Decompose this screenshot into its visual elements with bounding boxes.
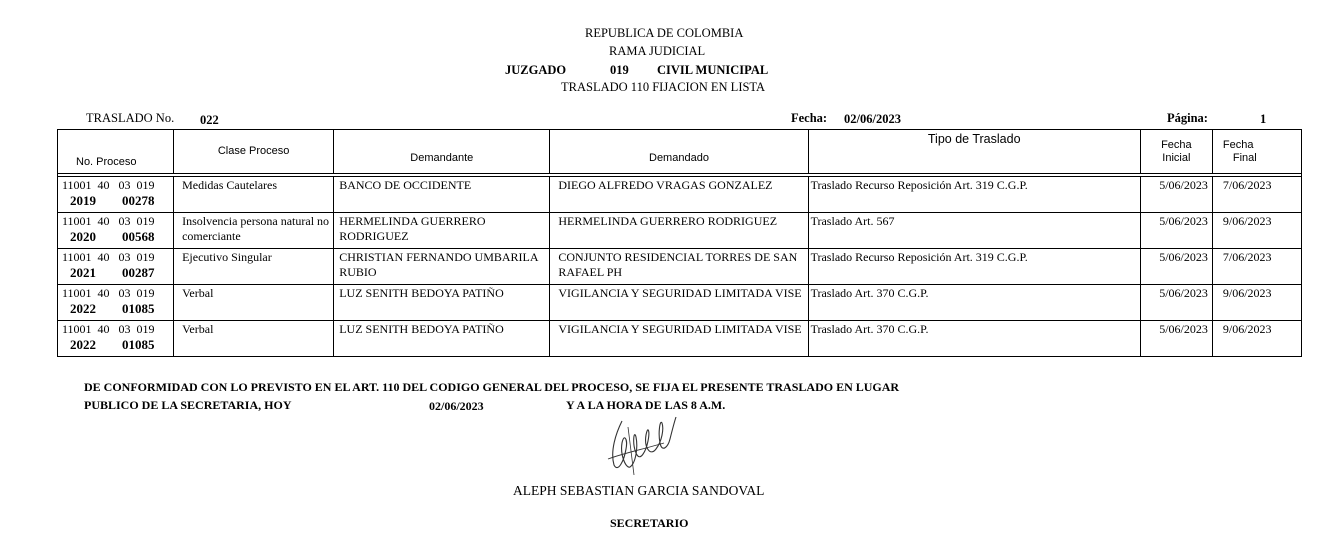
- cell-proceso: [58, 285, 174, 321]
- cell-tipo: Traslado Recurso Reposición Art. 319 C.G.P.: [808, 249, 1140, 285]
- table-row: [58, 321, 1302, 357]
- cell-proceso: [58, 177, 174, 213]
- table-row: [58, 249, 1302, 285]
- cell-fecha-inicial: 5/06/2023: [1140, 177, 1212, 213]
- proceso-code: 11001 40 03 019: [62, 286, 155, 300]
- header-line-traslado: TRASLADO 110 FIJACION EN LISTA: [561, 80, 766, 94]
- cell-clase: Verbal: [174, 321, 334, 357]
- proceso-number: 00287: [122, 265, 155, 280]
- fecha-value: 02/06/2023: [844, 112, 901, 126]
- cell-demandante: HERMELINDA GUERRERO RODRIGUEZ: [334, 213, 550, 249]
- cell-fecha-final: 7/06/2023: [1212, 249, 1301, 285]
- proceso-code: 11001 40 03 019: [62, 214, 155, 228]
- footer-legal-line1: DE CONFORMIDAD CON LO PREVISTO EN EL ART. 110 DEL CODIGO GENERAL DEL PROCESO, SE FIJA EL PRESENTE TRASLADO EN LUGAR: [84, 380, 900, 394]
- col-header-fecha-final-line2: Final: [1232, 151, 1257, 164]
- cell-fecha-inicial: 5/06/2023: [1140, 213, 1212, 249]
- cell-demandante: CHRISTIAN FERNANDO UMBARILA RUBIO: [334, 249, 550, 285]
- footer-legal-date: 02/06/2023: [429, 399, 484, 413]
- cell-fecha-final: 9/06/2023: [1212, 213, 1301, 249]
- col-header-tipo: Tipo de Traslado: [808, 130, 1140, 174]
- cell-demandado: VIGILANCIA Y SEGURIDAD LIMITADA VISE: [550, 285, 808, 321]
- proceso-year-number: [62, 193, 169, 208]
- proceso-number: 00568: [122, 229, 155, 244]
- signer-name: ALEPH SEBASTIAN GARCIA SANDOVAL: [513, 483, 765, 498]
- signer-role: SECRETARIO: [610, 516, 689, 530]
- cell-clase: Medidas Cautelares: [174, 177, 334, 213]
- proceso-code: 11001 40 03 019: [62, 322, 155, 336]
- cell-clase: Insolvencia persona natural no comerciante: [174, 213, 334, 249]
- cell-tipo: Traslado Recurso Reposición Art. 319 C.G.P.: [808, 177, 1140, 213]
- cell-fecha-inicial: 5/06/2023: [1140, 321, 1212, 357]
- cell-tipo: Traslado Art. 567: [808, 213, 1140, 249]
- cell-proceso: [58, 213, 174, 249]
- col-header-fecha-final: [1212, 130, 1301, 174]
- cell-demandado: HERMELINDA GUERRERO RODRIGUEZ: [550, 213, 808, 249]
- cell-demandado: DIEGO ALFREDO VRAGAS GONZALEZ: [550, 177, 808, 213]
- header-juzgado-type: CIVIL MUNICIPAL: [657, 63, 769, 77]
- cell-clase: Ejecutivo Singular: [174, 249, 334, 285]
- fecha-label: Fecha:: [791, 111, 828, 125]
- cell-fecha-inicial: 5/06/2023: [1140, 249, 1212, 285]
- cell-demandado: VIGILANCIA Y SEGURIDAD LIMITADA VISE: [550, 321, 808, 357]
- cell-fecha-final: 9/06/2023: [1212, 321, 1301, 357]
- proceso-year-number: [62, 265, 169, 280]
- proceso-code: 11001 40 03 019: [62, 178, 155, 192]
- col-header-fecha-final-line1: Fecha: [1222, 138, 1254, 151]
- proceso-number: 01085: [122, 301, 155, 316]
- proceso-number: 00278: [122, 193, 155, 208]
- proceso-code: 11001 40 03 019: [62, 250, 155, 264]
- footer-legal-line2-start: PUBLICO DE LA SECRETARIA, HOY: [84, 398, 292, 412]
- cell-demandado: CONJUNTO RESIDENCIAL TORRES DE SAN RAFAEL PH: [550, 249, 808, 285]
- cell-tipo: Traslado Art. 370 C.G.P.: [808, 285, 1140, 321]
- handwritten-signature: [604, 413, 680, 479]
- cell-clase: Verbal: [174, 285, 334, 321]
- traslado-number-label: TRASLADO No.: [86, 111, 175, 125]
- proceso-year: 2022: [70, 337, 96, 352]
- footer-legal-line2-end: Y A LA HORA DE LAS 8 A.M.: [566, 398, 726, 412]
- pagina-value: 1: [1260, 112, 1267, 126]
- proceso-year-number: [62, 301, 169, 316]
- cell-fecha-inicial: 5/06/2023: [1140, 285, 1212, 321]
- cell-proceso: [58, 321, 174, 357]
- cell-demandante: LUZ SENITH BEDOYA PATIÑO: [334, 285, 550, 321]
- cell-demandante: BANCO DE OCCIDENTE: [334, 177, 550, 213]
- cell-tipo: Traslado Art. 370 C.G.P.: [808, 321, 1140, 357]
- pagina-label: Página:: [1167, 111, 1208, 125]
- proceso-year-number: [62, 337, 169, 352]
- col-header-fecha-inicial-line1: Fecha: [1161, 138, 1192, 151]
- col-header-demandado: Demandado: [550, 130, 808, 174]
- cell-demandante: LUZ SENITH BEDOYA PATIÑO: [334, 321, 550, 357]
- cell-fecha-final: 9/06/2023: [1212, 285, 1301, 321]
- table-row: [58, 285, 1302, 321]
- traslados-table: [57, 129, 1302, 357]
- proceso-year: 2020: [70, 229, 96, 244]
- proceso-year-number: [62, 229, 169, 244]
- traslado-number-value: 022: [200, 113, 219, 127]
- col-header-fecha-inicial: [1140, 130, 1212, 174]
- table-row: [58, 213, 1302, 249]
- col-header-demandante: Demandante: [334, 130, 550, 174]
- proceso-year: 2019: [70, 193, 96, 208]
- header-line-rama: RAMA JUDICIAL: [609, 44, 706, 58]
- cell-fecha-final: 7/06/2023: [1212, 177, 1301, 213]
- proceso-year: 2022: [70, 301, 96, 316]
- col-header-proceso: No. Proceso: [58, 130, 174, 174]
- header-line-republica: REPUBLICA DE COLOMBIA: [585, 26, 744, 40]
- proceso-year: 2021: [70, 265, 96, 280]
- cell-proceso: [58, 249, 174, 285]
- proceso-number: 01085: [122, 337, 155, 352]
- header-juzgado-label: JUZGADO: [505, 63, 567, 77]
- header-juzgado-number: 019: [610, 63, 629, 77]
- col-header-fecha-inicial-line2: Inicial: [1162, 151, 1191, 164]
- col-header-clase: Clase Proceso: [174, 130, 334, 174]
- table-row: [58, 177, 1302, 213]
